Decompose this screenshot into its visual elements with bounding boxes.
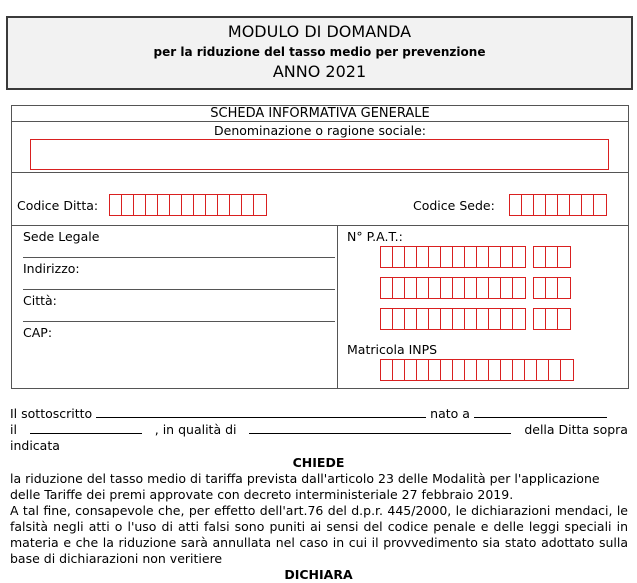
nato-a-label: nato a bbox=[430, 406, 470, 421]
pat-input-1[interactable] bbox=[380, 246, 526, 268]
form-header bbox=[6, 16, 633, 90]
sottoscritto-field[interactable] bbox=[96, 406, 426, 418]
indicata-text: indicata bbox=[10, 438, 60, 453]
denominazione-label: Denominazione o ragione sociale: bbox=[214, 123, 426, 138]
awareness-paragraph: A tal fine, consapevole che, per effetto dell'art.76 del d.p.r. 445/2000, le dichiarazioni mendaci, le falsità negli atti o l'uso di atti falsi sono puniti ai sensi del codice penale e delle leggi speciali in materia e che la riduzione sarà annullata nel caso in cui il provvedimento sia stato adottato sulla base di dichiarazioni non veritiere bbox=[10, 503, 628, 566]
indirizzo-line[interactable] bbox=[23, 289, 335, 290]
date-field[interactable] bbox=[30, 422, 142, 434]
citta-line[interactable] bbox=[23, 321, 335, 322]
divider bbox=[12, 172, 628, 173]
section-title: SCHEDA INFORMATIVA GENERALE bbox=[12, 106, 628, 122]
nato-a-field[interactable] bbox=[474, 406, 607, 418]
declaration-line-1 bbox=[10, 406, 628, 422]
pat-label: N° P.A.T.: bbox=[347, 229, 403, 244]
form-title: MODULO DI DOMANDA bbox=[227, 22, 412, 41]
della-ditta-label: della Ditta sopra bbox=[524, 422, 628, 437]
pat-input-2[interactable] bbox=[380, 277, 526, 299]
column-divider bbox=[337, 225, 338, 389]
qualita-label: , in qualità di bbox=[154, 422, 237, 437]
dichiara-heading: DICHIARA bbox=[284, 567, 353, 582]
general-info-section bbox=[11, 105, 629, 389]
pat-check-3[interactable] bbox=[533, 308, 571, 330]
matricola-inps-input[interactable] bbox=[380, 359, 574, 381]
declaration-line-2 bbox=[10, 422, 628, 438]
citta-label: Città: bbox=[23, 293, 57, 308]
pat-check-1[interactable] bbox=[533, 246, 571, 268]
qualita-field[interactable] bbox=[249, 422, 511, 434]
form-year: ANNO 2021 bbox=[272, 62, 367, 81]
form-subtitle: per la riduzione del tasso medio per prevenzione bbox=[153, 45, 486, 59]
sede-legale-label: Sede Legale bbox=[23, 229, 100, 244]
cap-label: CAP: bbox=[23, 325, 53, 340]
sottoscritto-label: Il sottoscritto bbox=[10, 406, 93, 421]
codice-ditta-input[interactable] bbox=[109, 194, 267, 216]
codice-sede-label: Codice Sede: bbox=[413, 198, 495, 213]
codice-ditta-label: Codice Ditta: bbox=[17, 198, 99, 213]
matricola-inps-label: Matricola INPS bbox=[347, 342, 438, 357]
sede-legale-line[interactable] bbox=[23, 257, 335, 258]
indirizzo-label: Indirizzo: bbox=[23, 261, 80, 276]
chiede-heading: CHIEDE bbox=[292, 455, 345, 470]
il-label: il bbox=[10, 422, 17, 437]
codice-sede-input[interactable] bbox=[509, 194, 607, 216]
pat-check-2[interactable] bbox=[533, 277, 571, 299]
pat-input-3[interactable] bbox=[380, 308, 526, 330]
request-paragraph: la riduzione del tasso medio di tariffa prevista dall'articolo 23 delle Modalità per l'applicazione delle Tariffe dei premi approvate con decreto interministeriale 27 febbraio 2019. bbox=[10, 471, 600, 502]
divider bbox=[12, 225, 628, 226]
denominazione-input[interactable] bbox=[30, 139, 609, 170]
